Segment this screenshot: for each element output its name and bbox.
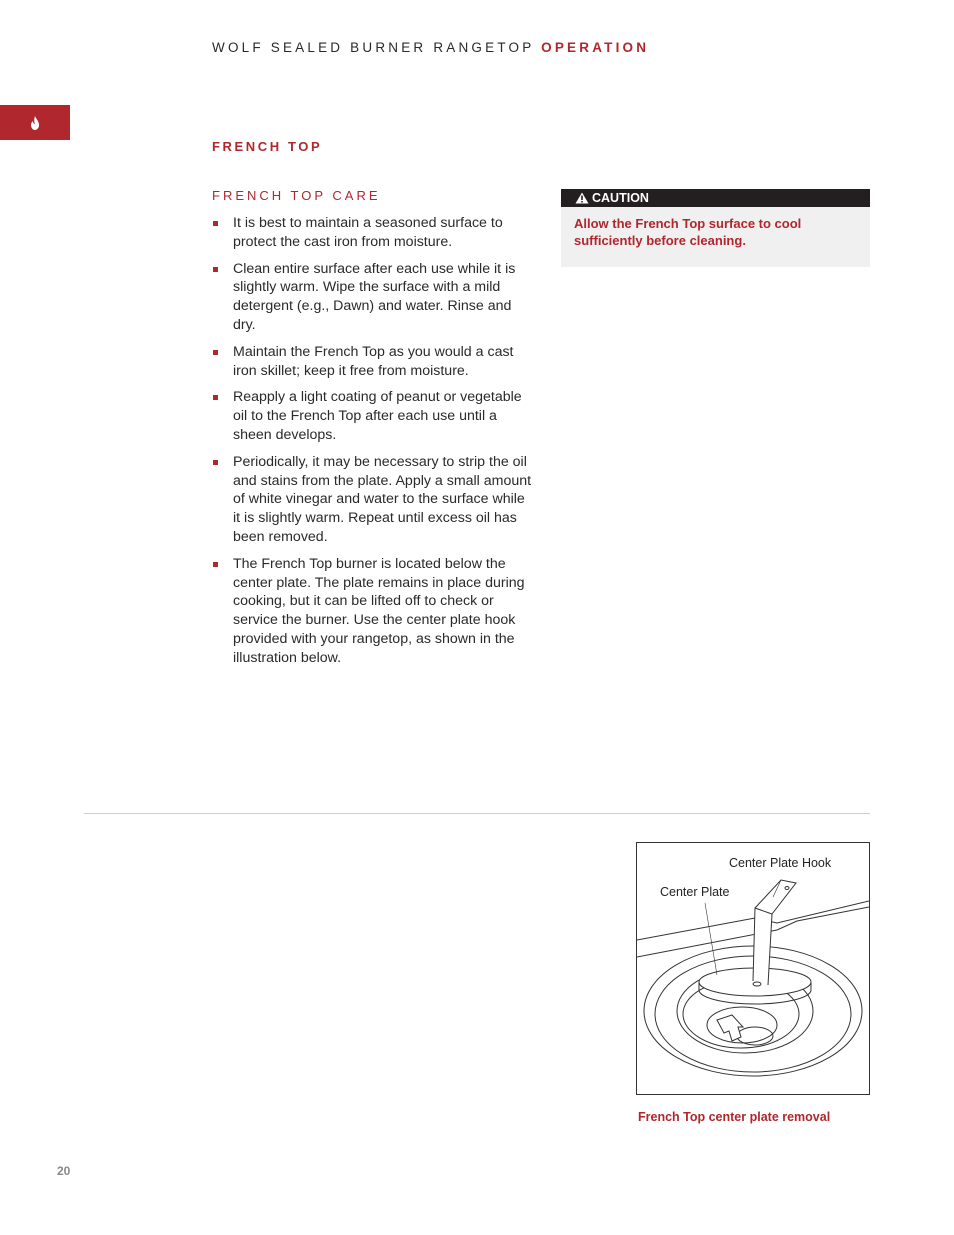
illustration-frame	[636, 842, 870, 1095]
list-item: Clean entire surface after each use while it is slightly warm. Wipe the surface with a mild detergent (e.g., Dawn) and water. Rinse and dry.	[212, 260, 534, 335]
caution-header	[561, 189, 870, 207]
center-plate-label: Center Plate	[660, 885, 730, 899]
center-plate-removal-illustration	[637, 843, 869, 1094]
caution-box	[561, 189, 870, 267]
warning-triangle-icon	[575, 192, 589, 204]
subsection-title: FRENCH TOP CARE	[212, 188, 381, 203]
figure-caption: French Top center plate removal	[638, 1110, 831, 1124]
flame-icon	[30, 116, 40, 130]
list-item: Reapply a light coating of peanut or vegetable oil to the French Top after each use until a sheen develops.	[212, 388, 534, 444]
bullet-square-icon	[213, 562, 218, 567]
list-item: Maintain the French Top as you would a cast iron skillet; keep it free from moisture.	[212, 343, 534, 381]
list-item: It is best to maintain a seasoned surface to protect the cast iron from moisture.	[212, 214, 534, 252]
header-title: WOLF SEALED BURNER RANGETOP	[212, 40, 535, 55]
list-item: Periodically, it may be necessary to strip the oil and stains from the plate. Apply a small amount of white vinegar and water to the surface while it is slightly warm. Repeat until excess oil has been removed.	[212, 453, 534, 547]
section-title: FRENCH TOP	[212, 139, 323, 154]
page-number: 20	[57, 1164, 71, 1178]
bullet-square-icon	[213, 395, 218, 400]
caution-label: CAUTION	[592, 191, 649, 205]
care-instructions-list	[212, 214, 534, 676]
bullet-square-icon	[213, 221, 218, 226]
running-header	[212, 40, 649, 55]
bullet-square-icon	[213, 350, 218, 355]
center-plate-hook-label: Center Plate Hook	[729, 856, 832, 870]
caution-message: Allow the French Top surface to cool sufficiently before cleaning.	[574, 216, 802, 248]
list-item: The French Top burner is located below the center plate. The plate remains in place during cooking, but it can be lifted off to check or service the burner. Use the center plate hook provided with your rangetop, as shown in the illustration below.	[212, 555, 534, 668]
bullet-square-icon	[213, 460, 218, 465]
header-section: OPERATION	[541, 40, 650, 55]
bullet-square-icon	[213, 267, 218, 272]
section-divider	[84, 813, 870, 814]
section-tab	[0, 105, 70, 140]
